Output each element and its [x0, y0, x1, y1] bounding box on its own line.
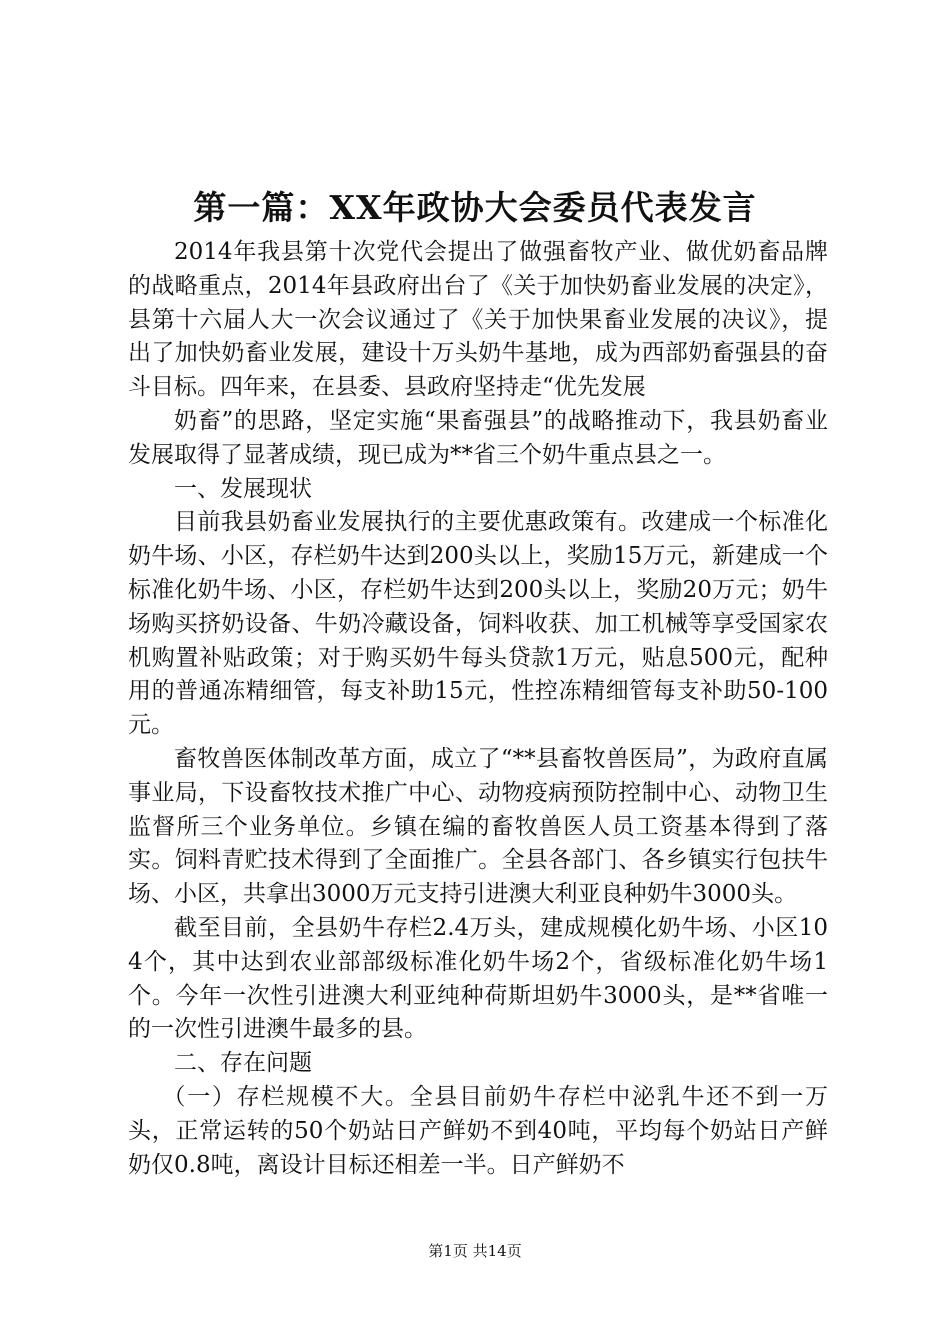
paragraph: 目前我县奶畜业发展执行的主要优惠政策有。改建成一个标准化奶牛场、小区，存栏奶牛达到200头以上，奖励15万元，新建成一个标准化奶牛场、小区，存栏奶牛达到200头以上，奖励20万元；奶牛场购买挤奶设备、牛奶冷藏设备，饲料收获、加工机械等享受国家农机购置补贴政策；对于购买奶牛每头贷款1万元，贴息500元，配种用的普通冻精细管，每支补助15元，性控冻精细管每支补助50-100元。 — [128, 509, 828, 739]
paragraph: （一）存栏规模不大。全县目前奶牛存栏中泌乳牛还不到一万头，正常运转的50个奶站日产鲜奶不到40吨，平均每个奶站日产鲜奶仅0.8吨，离设计目标还相差一半。日产鲜奶不 — [128, 1083, 828, 1178]
document-title: 第一篇：XX年政协大会委员代表发言 — [193, 188, 757, 227]
document-body — [128, 236, 828, 1182]
paragraph: 畜牧兽医体制改革方面，成立了“**县畜牧兽医局”，为政府直属事业局，下设畜牧技术推广中心、动物疫病预防控制中心、动物卫生监督所三个业务单位。乡镇在编的畜牧兽医人员工资基本得到了落实。饲料青贮技术得到了全面推广。全县各部门、各乡镇实行包扶牛场、小区，共拿出3000万元支持引进澳大利亚良种奶牛3000头。 — [128, 745, 828, 908]
section-heading: 二、存在问题 — [174, 1050, 312, 1077]
section-heading: 一、发展现状 — [174, 475, 312, 502]
paragraph: 奶畜”的思路，坚定实施“果畜强县”的战略推动下，我县奶畜业发展取得了显著成绩，现已成为**省三个奶牛重点县之一。 — [128, 407, 828, 468]
paragraph: 2014年我县第十次党代会提出了做强畜牧产业、做优奶畜品牌的战略重点，2014年县政府出台了《关于加快奶畜业发展的决定》，县第十六届人大一次会议通过了《关于加快果畜业发展的决议》，提出了加快奶畜业发展，建设十万头奶牛基地，成为西部奶畜强县的奋斗目标。四年来，在县委、县政府坚持走“优先发展 — [128, 239, 828, 401]
page-number-footer: 第1页 共14页 — [428, 1242, 522, 1260]
paragraph: 截至目前，全县奶牛存栏2.4万头，建成规模化奶牛场、小区104个，其中达到农业部部级标准化奶牛场2个，省级标准化奶牛场1个。今年一次性引进澳大利亚纯种荷斯坦奶牛3000头，是**省唯一的一次性引进澳牛最多的县。 — [128, 914, 828, 1043]
